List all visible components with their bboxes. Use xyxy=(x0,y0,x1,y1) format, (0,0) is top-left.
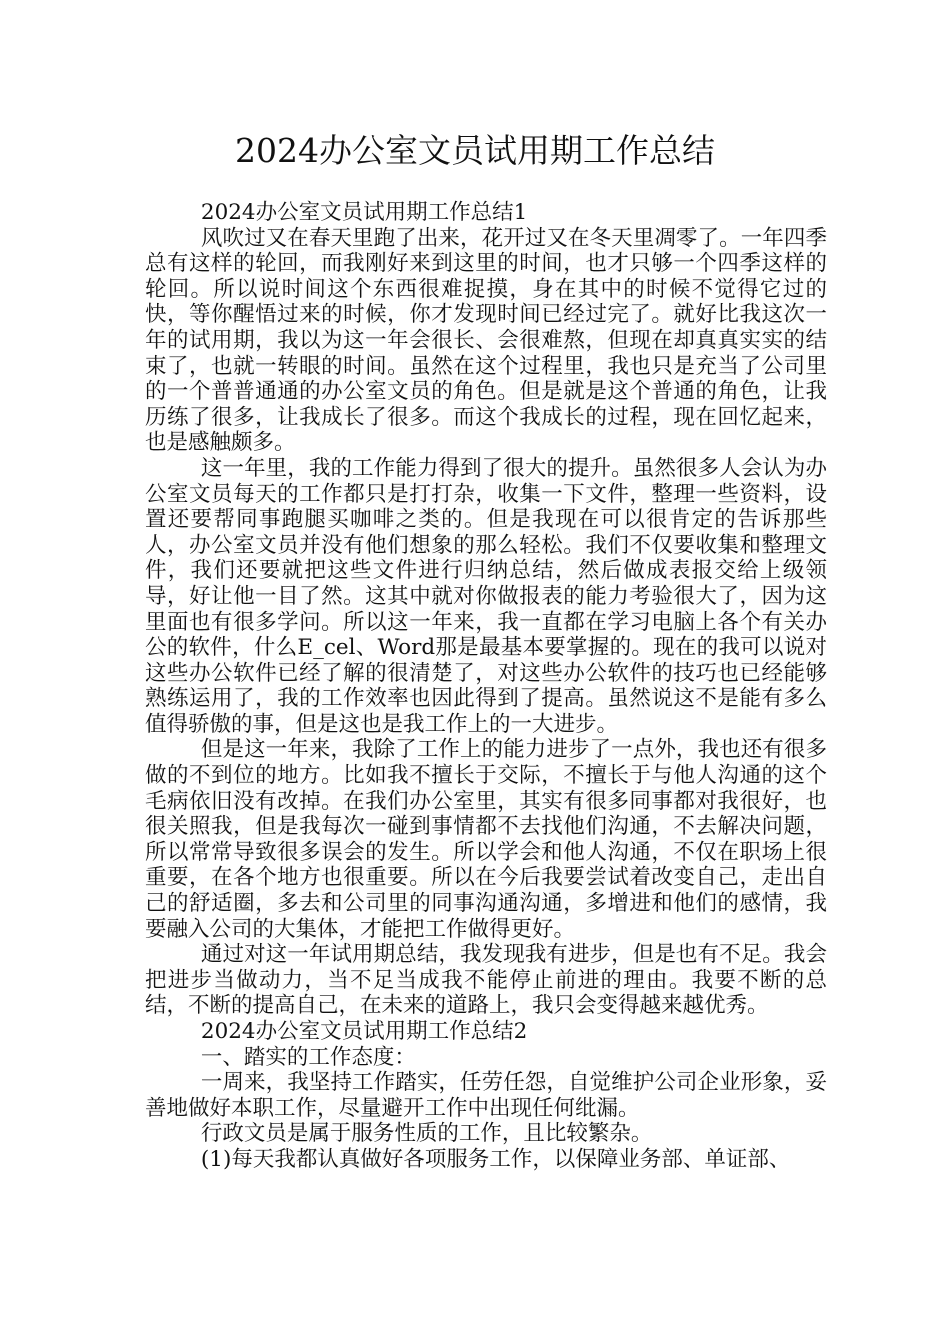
paragraph: 一周来，我坚持工作踏实，任劳任怨，自觉维护公司企业形象，妥善地做好本职工作，尽量避开工作中出现任何纰漏。 xyxy=(145,1070,827,1121)
paragraph: 行政文员是属于服务性质的工作，且比较繁杂。 xyxy=(200,1121,653,1147)
section-heading-1: 2024办公室文员试用期工作总结1 xyxy=(200,200,528,225)
document-title: 2024办公室文员试用期工作总结 xyxy=(235,131,715,170)
subheading: 一、踏实的工作态度： xyxy=(200,1044,416,1070)
section-heading-2: 2024办公室文员试用期工作总结2 xyxy=(200,1019,528,1044)
document-body xyxy=(145,200,827,1173)
paragraph: (1)每天我都认真做好各项服务工作，以保障业务部、单证部、 xyxy=(200,1146,791,1172)
paragraph: 但是这一年来，我除了工作上的能力进步了一点外，我也还有很多做的不到位的地方。比如我不擅长于交际，不擅长于与他人沟通的这个毛病依旧没有改掉。在我们办公室里，其实有很多同事都对我很好，也很关照我，但是我每次一碰到事情都不去找他们沟通，不去解决问题，所以常常导致很多误会的发生。所以学会和他人沟通，不仅在职场上很重要，在各个地方也很重要。所以在今后我要尝试着改变自己，走出自己的舒适圈，多去和公司里的同事沟通沟通，多增进和他们的感情，我要融入公司的大集体，才能把工作做得更好。 xyxy=(145,737,827,942)
paragraph: 通过对这一年试用期总结，我发现我有进步，但是也有不足。我会把进步当做动力，当不足当成我不能停止前进的理由。我要不断的总结，不断的提高自己，在未来的道路上，我只会变得越来越优秀。 xyxy=(145,942,827,1019)
paragraph: 这一年里，我的工作能力得到了很大的提升。虽然很多人会认为办公室文员每天的工作都只是打打杂，收集一下文件，整理一些资料，设置还要帮同事跑腿买咖啡之类的。但是我现在可以很肯定的告诉那些人，办公室文员并没有他们想象的那么轻松。我们不仅要收集和整理文件，我们还要就把这些文件进行归纳总结，然后做成表报交给上级领导，好让他一目了然。这其中就对你做报表的能力考验很大了，因为这里面也有很多学问。所以这一年来，我一直都在学习电脑上各个有关办公的软件，什么E_cel、Word那是最基本要掌握的。现在的我可以说对这些办公软件已经了解的很清楚了，对这些办公软件的技巧也已经能够熟练运用了，我的工作效率也因此得到了提高。虽然说这不是能有多么值得骄傲的事，但是这也是我工作上的一大进步。 xyxy=(145,455,827,737)
paragraph: 风吹过又在春天里跑了出来，花开过又在冬天里凋零了。一年四季总有这样的轮回，而我刚好来到这里的时间，也才只够一个四季这样的轮回。所以说时间这个东西很难捉摸，身在其中的时候不觉得它过的快，等你醒悟过来的时候，你才发现时间已经过完了。就好比我这次一年的试用期，我以为这一年会很长、会很难熬，但现在却真真实实的结束了，也就一转眼的时间。虽然在这个过程里，我也只是充当了公司里的一个普普通通的办公室文员的角色。但是就是这个普通的角色，让我历练了很多，让我成长了很多。而这个我成长的过程，现在回忆起来，也是感触颇多。 xyxy=(145,225,827,456)
